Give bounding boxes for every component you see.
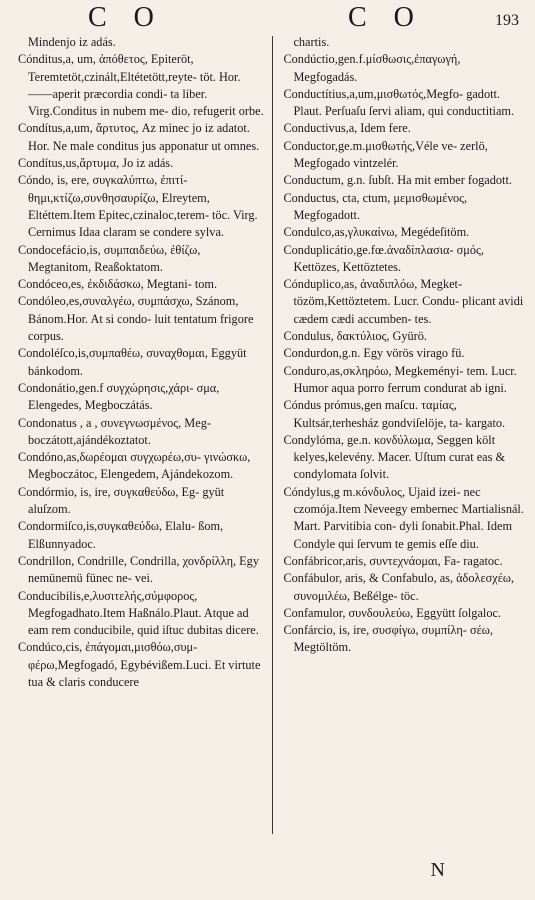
dictionary-entry: Confárcio, is, ire, συσφίγω, συμπίλη- σέω, Megtöltöm. <box>283 623 493 655</box>
dictionary-entry: Cóndus prómus,gen maſcu. ταμίας, Kultsár,terhesház gondviſelöje, ta- kargato. <box>283 398 506 430</box>
dictionary-entry: Condóleo,es,συναλγέω, συμπάσχω, Szánom, Bánom.Hor. At si condo- luit tentatum frigore corpus. <box>18 294 254 344</box>
dictionary-entry: Condonatus , a , συνεγνωσμένος, Meg- boczátott,ajándékoztatot. <box>18 415 211 447</box>
catchword: N <box>430 859 445 881</box>
dictionary-entry: Conductor,ge.m.μισθωτής,Véle ve- zerlö, Megfogado vintzelér. <box>283 138 488 171</box>
dictionary-entry: Condormiſco,is,συγκαθεύδω, Elalu- ßom, Elßunnyadoc. <box>18 519 224 551</box>
dictionary-entry: Conduplicátio,ge.fœ.ἀναδίπλασια- σμός, Kettözes, Kettöztetes. <box>283 242 484 274</box>
dictionary-entry: Conductus, cta, ctum, μεμισθωμένος, Megfogadott. <box>283 190 468 222</box>
running-head-right: C O <box>348 2 424 33</box>
dictionary-entry: Condocefácio,is, συμπαιδεύω, ἐθίζω, Megtanitom, Reaßoktatom. <box>18 242 201 274</box>
dictionary-entry: Cónditus,a, um, ἀπόθετος, Epiteröt, Teremtetöt,czinált,Eltétetött,reyte- töt. Hor.——aperit præcordia condi- ta liber. Virg.Conditus in nubem me- dio, refugerit orbe. <box>18 52 264 119</box>
two-column-body <box>18 34 525 846</box>
dictionary-entry: Condórmio, is, ire, συγκαθεύδω, Eg- gyüt aluſzom. <box>18 484 225 517</box>
dictionary-entry: Conduro,as,σκληρόω, Megkeményi- tem. Lucr. Humor aqua porro ferrum condurat ab igni. <box>283 363 517 395</box>
page-header <box>18 2 525 34</box>
dictionary-entry: Confábulor, aris, & Confabulo, as, ἀδολεσχέω, συνομιλέω, Beßélge- töc. <box>283 571 515 603</box>
dictionary-entry: Conductivus,a, Idem fere. <box>283 121 411 136</box>
dictionary-entry: Mindenjo iz adás. <box>28 35 116 49</box>
dictionary-entry: Condulus, δακτύλιος, Gyürö. <box>283 329 427 344</box>
running-head-left: C O <box>88 2 164 33</box>
dictionary-entry: Condylóma, ge.n. κονδύλωμα, Seggen költ kelyes,kelevény. Macer. Uſtum curat eas & condylomata ſolvit. <box>283 432 506 482</box>
dictionary-entry: Condurdon,g.n. Egy vörös virago fü. <box>283 346 465 361</box>
dictionary-entry: Conductítius,a,um,μισθωτός,Megfo- gadott. Plaut. Perſuaſu ſervi aliam, qui conductitiam. <box>283 86 515 119</box>
dictionary-entry: Condoléſco,is,συμπαθέω, συναχθομαι, Eggyüt bánkodom. <box>18 346 247 378</box>
dictionary-entry: Confamulor, συνδουλεύω, Eggyütt ſolgaloc. <box>283 605 501 620</box>
dictionary-entry: Condulco,as,γλυκαίνω, Megédeſitöm. <box>283 225 470 240</box>
dictionary-entry: Cónduplico,as, ἀναδιπλόω, Megket- tözöm,Kettöztetem. Lucr. Condu- plicant avidi cædem cædi accumben- tes. <box>283 277 524 326</box>
dictionary-entry: Condóno,as,δωρέομαι συγχωρέω,συ- γινώσκω, Megboczátoc, Elengedem, Ajándekozom. <box>18 450 251 482</box>
dictionary-entry: Condítus,us,ἄρτυμα, Jo iz adás. <box>18 156 174 171</box>
dictionary-entry: Conducibilis,e,λυσιτελής,σύμφορος, Megfogadhato.Item Haßnálo.Plaut. Atque ad eam rem conducibile, quid iſtuc dubitas dicere. <box>18 588 259 638</box>
dictionary-entry: Condúco,cis, ἐπάγομαι,μισθόω,συμ- φέρω,Megfogadó, Egybévißem.Luci. Et virtute tua & claris conducere <box>18 640 261 689</box>
dictionary-entry: Condrillon, Condrille, Condrilla, χονδρίλλη, Egy nemünemü fünec ne- vei. <box>18 553 259 586</box>
dictionary-entry: Condúctio,gen.f.μίσθωσις,ἐπαγωγή, Megfogadás. <box>283 52 461 84</box>
dictionary-entry: Conductum, g.n. ſubſt. Ha mit ember fogadott. <box>283 173 512 188</box>
left-column <box>18 34 272 846</box>
dictionary-entry: Condonátio,gen.f συγχώρησις,χάρι- σμα, Elengedes, Megboczátás. <box>18 380 220 413</box>
dictionary-entry: Confábricor,aris, συντεχνάομαι, Fa- ragatoc. <box>283 553 503 568</box>
page-number: 193 <box>495 12 519 29</box>
dictionary-entry: chartis. <box>293 35 330 49</box>
dictionary-entry: Cóndo, is, ere, συγκαλύπτω, ἐπιτί- θημι,κτίζω,συνθησαυρίζω, Elreytem, Eltéttem.Item Epitec,czinaloc,terem- töc. Virg. Cernimus Idaa claram se condere sylva. <box>18 173 258 240</box>
dictionary-entry: Condóceo,es, ἐκδιδάσκω, Megtani- tom. <box>18 277 218 292</box>
dictionary-entry: Condítus,a,um, ἄρτυτος, Az minec jo iz adatot. Hor. Ne male conditus jus apponatur ut omnes. <box>18 121 260 153</box>
right-column <box>273 34 525 846</box>
dictionary-entry: Cóndylus,g m.κόνδυλος, Ujaid izei- nec czomója.Item Neveegy embernec Martialisnál. Mart. Parvitibia con- dyli ſonabit.Phal. Idem Condyle qui ſervum te gemis eſſe diu. <box>283 484 524 551</box>
